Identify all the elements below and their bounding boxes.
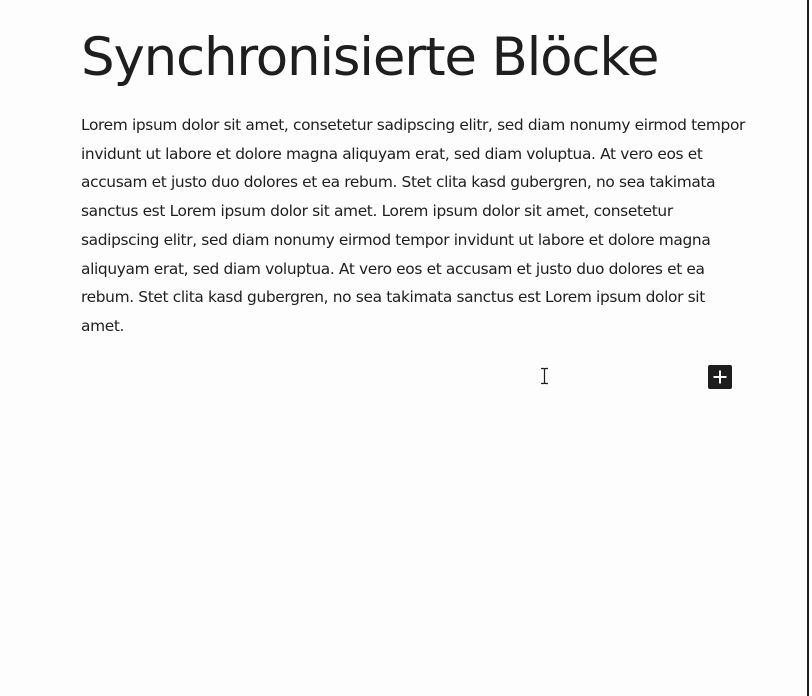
post-title[interactable]: Synchronisierte Blöcke [81, 27, 659, 88]
add-block-button[interactable] [708, 365, 732, 389]
plus-icon [708, 365, 732, 389]
text-cursor-icon [539, 367, 550, 385]
paragraph-block[interactable]: Lorem ipsum dolor sit amet, consetetur sadipscing elitr, sed diam nonumy eirmod tempor invidunt ut labore et dolore magna aliquyam erat, sed diam voluptua. At vero eos et accusam et justo duo dolores et ea rebum. Stet clita kasd gubergren, no sea takimata sanctus est Lorem ipsum dolor sit amet. Lorem ipsum dolor sit amet, consetetur sadipscing elitr, sed diam nonumy eirmod tempor invidunt ut labore et dolore magna aliquyam erat, sed diam voluptua. At vero eos et accusam et justo duo dolores et ea rebum. Stet clita kasd gubergren, no sea takimata sanctus est Lorem ipsum dolor sit amet. [81, 116, 745, 335]
